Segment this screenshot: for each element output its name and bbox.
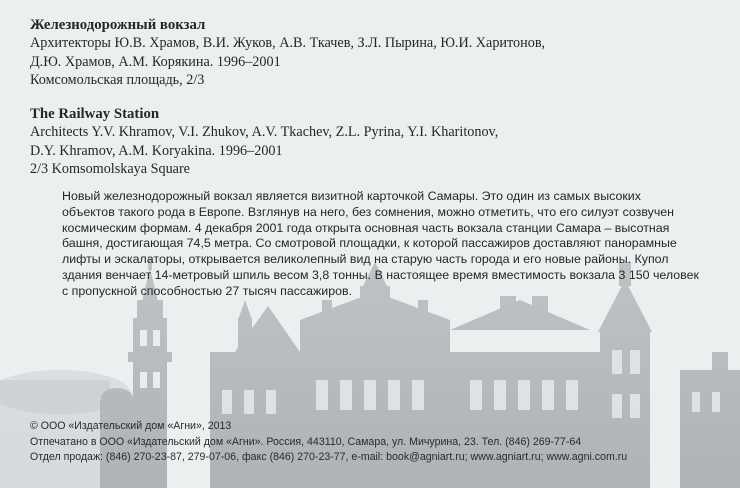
description-line: космическим формам. 4 декабря 2001 года открыта основная часть вокзала станции Самара – высотная: [62, 220, 670, 235]
english-architects-line-1: Architects Y.V. Khramov, V.I. Zhukov, A.V. Tkachev, Z.L. Pyrina, Y.I. Kharitonov,: [30, 124, 499, 141]
russian-architects-line-1: Архитекторы Ю.В. Храмов, В.И. Жуков, А.В. Ткачев, З.Л. Пырина, Ю.И. Харитонов,: [30, 35, 546, 52]
copyright-line: © ООО «Издательский дом «Агни», 2013: [30, 420, 232, 432]
publisher-imprint: [30, 419, 627, 466]
english-info-block: [30, 105, 498, 179]
description-line: башня, достигающая 74,5 метра. Со смотровой площадки, к которой пассажиров доставляют панорамные: [62, 236, 677, 251]
description-line: здания венчает 14-метровый шпиль весом 3,8 тонны. В настоящее время вместимость вокзала 3 150 человек: [62, 267, 699, 282]
russian-address: Комсомольская площадь, 2/3: [30, 72, 205, 89]
russian-info-block: [30, 16, 545, 90]
english-architects-line-2: D.Y. Khramov, A.M. Koryakina. 1996–2001: [30, 142, 283, 159]
english-title: The Railway Station: [30, 106, 160, 122]
russian-architects-line-2: Д.Ю. Храмов, А.М. Корякина. 1996–2001: [30, 53, 281, 70]
description-line: с пропускной способностью 27 тысяч пассажиров.: [62, 283, 353, 298]
description-paragraph: [62, 189, 722, 300]
printed-by-line: Отпечатано в ООО «Издательский дом «Агни». Россия, 443110, Самара, ул. Мичурина, 23. Тел. (846) 269-77-64: [30, 435, 582, 448]
sales-contacts-line: Отдел продаж: (846) 270-23-87, 279-07-06, факс (846) 270-23-77, e-mail: book@agniart.ru; www.agniart.ru; www.agni.com.ru: [30, 451, 628, 464]
russian-title: Железнодорожный вокзал: [30, 17, 206, 33]
description-line: лифты и эскалаторы, открывается великолепный вид на старую часть города и его новые районы. Купол: [62, 252, 669, 267]
description-line: Новый железнодорожный вокзал является визитной карточкой Самары. Это один из самых высоких: [62, 189, 641, 203]
description-line: объектов такого рода в Европе. Взглянув на него, без сомнения, можно отметить, что его силуэт созвучен: [62, 204, 675, 219]
english-address: 2/3 Komsomolskaya Square: [30, 161, 190, 178]
